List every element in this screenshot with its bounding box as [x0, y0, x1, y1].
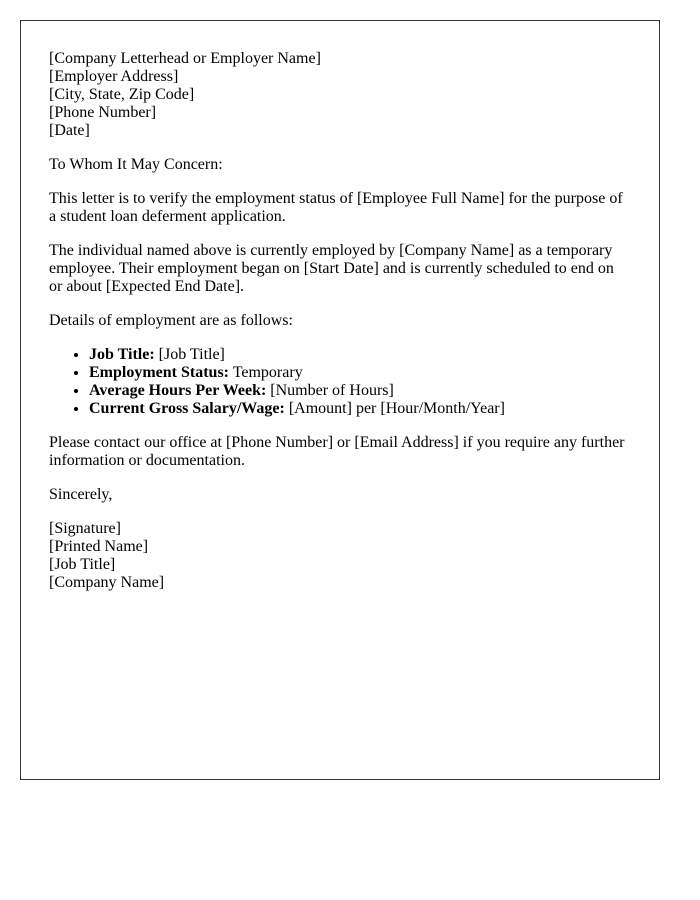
paragraph-employment: The individual named above is currently employed by [Company Name] as a temporary employee. Their employment began on [Start Date] and is currently scheduled to end on or about [Expected End Date]. — [49, 242, 614, 295]
detail-label: Job Title: — [89, 346, 155, 363]
header-company: [Company Letterhead or Employer Name] — [49, 50, 321, 67]
signer-company: [Company Name] — [49, 574, 165, 591]
paragraph-details-intro: Details of employment are as follows: — [49, 312, 293, 329]
header-address: [Employer Address] — [49, 68, 179, 85]
closing: Sincerely, — [49, 486, 113, 503]
list-item — [89, 346, 631, 364]
detail-value: Temporary — [229, 364, 303, 381]
list-item — [89, 382, 631, 400]
signer-job-title: [Job Title] — [49, 556, 116, 573]
detail-label: Average Hours Per Week: — [89, 382, 267, 399]
letter-header — [49, 50, 631, 140]
detail-value: [Job Title] — [154, 346, 225, 363]
signature-block — [49, 520, 631, 592]
paragraph-purpose: This letter is to verify the employment status of [Employee Full Name] for the purpose of a student loan deferment application. — [49, 190, 623, 225]
paragraph-contact: Please contact our office at [Phone Number] or [Email Address] if you require any further information or documentation. — [49, 434, 625, 469]
letter-page — [20, 20, 660, 780]
signature-line: [Signature] — [49, 520, 121, 537]
employment-details-list — [49, 346, 631, 418]
header-city-state-zip: [City, State, Zip Code] — [49, 86, 195, 103]
salutation: To Whom It May Concern: — [49, 156, 223, 173]
header-phone: [Phone Number] — [49, 104, 157, 121]
printed-name: [Printed Name] — [49, 538, 149, 555]
detail-label: Employment Status: — [89, 364, 230, 381]
list-item — [89, 364, 631, 382]
list-item — [89, 400, 631, 418]
detail-value: [Amount] per [Hour/Month/Year] — [284, 400, 505, 417]
header-date: [Date] — [49, 122, 90, 139]
detail-value: [Number of Hours] — [266, 382, 394, 399]
detail-label: Current Gross Salary/Wage: — [89, 400, 285, 417]
